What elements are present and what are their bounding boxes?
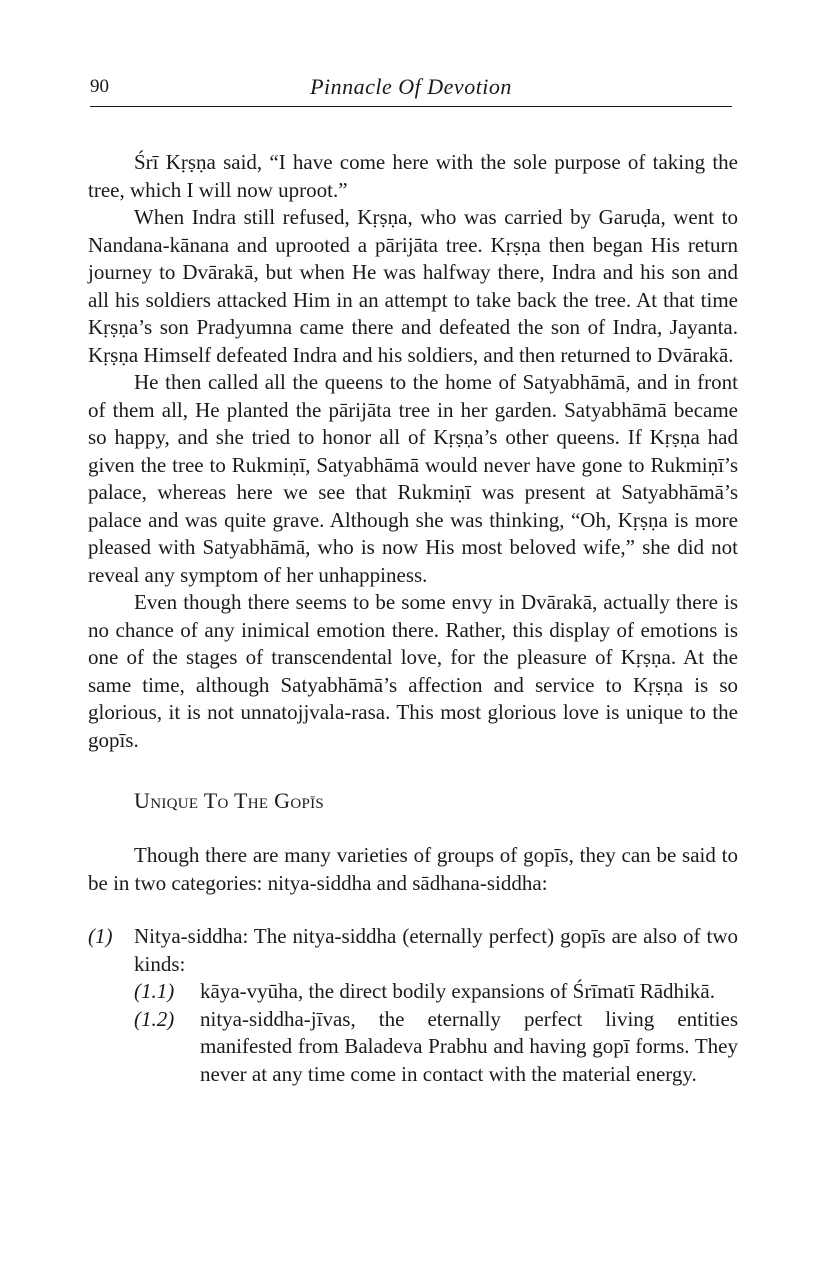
page-number: 90 xyxy=(90,76,109,97)
paragraph-4: Even though there seems to be some envy in Dvārakā, actually there is no chance of any inimical emotion there. Rather, this display of emotions is one of the stages of transcendental love, for the pleasure of Kṛṣṇa. At the same time, although Satyabhāmā’s affection and service to Kṛṣṇa is so glorious, it is not unnatojjvala-rasa. This most glorious love is unique to the gopīs. xyxy=(88,590,738,752)
sub-list-item xyxy=(134,978,738,1006)
sub-list-marker: (1.1) xyxy=(134,979,175,1003)
list-item xyxy=(88,923,738,978)
page-header xyxy=(90,72,732,107)
running-title: Pinnacle Of Devotion xyxy=(310,74,512,99)
sub-list-item-text: kāya-vyūha, the direct bodily expansions of Śrīmatī Rādhikā. xyxy=(200,979,715,1003)
section-heading: Unique To The Gopīs xyxy=(134,788,325,813)
list-item-text: Nitya-siddha: The nitya-siddha (eternally perfect) gopīs are also of two kinds: xyxy=(134,924,738,976)
sub-list-item xyxy=(134,1006,738,1089)
sub-list-marker: (1.2) xyxy=(134,1006,175,1031)
page-body xyxy=(88,149,738,1088)
list-marker: (1) xyxy=(88,924,113,948)
paragraph-1: Śrī Kṛṣṇa said, “I have come here with the sole purpose of taking the tree, which I will now uproot.” xyxy=(88,150,738,202)
section-intro: Though there are many varieties of groups of gopīs, they can be said to be in two categories: nitya-siddha and sādhana-siddha: xyxy=(88,843,738,895)
paragraph-3: He then called all the queens to the home of Satyabhāmā, and in front of them all, He planted the pārijāta tree in her garden. Satyabhāmā became so happy, and she tried to honor all of Kṛṣṇa’s other queens. If Kṛṣṇa had given the tree to Rukmiṇī, Satyabhāmā would never have gone to Rukmiṇī’s palace, whereas here we see that Rukmiṇī was present at Satyabhāmā’s palace and was quite grave. Although she was thinking, “Oh, Kṛṣṇa is more pleased with Satyabhāmā, who is now His most beloved wife,” she did not reveal any symptom of her unhappiness. xyxy=(88,370,738,587)
category-list xyxy=(88,923,738,1088)
paragraph-2: When Indra still refused, Kṛṣṇa, who was carried by Garuḍa, went to Nandana-kānana and uprooted a pārijāta tree. Kṛṣṇa then began His return journey to Dvārakā, but when He was halfway there, Indra and his son and all his soldiers attacked Him in an attempt to take back the tree. At that time Kṛṣṇa’s son Pradyumna came there and defeated the son of Indra, Jayanta. Kṛṣṇa Himself defeated Indra and his soldiers, and then returned to Dvārakā. xyxy=(88,205,738,367)
sub-list-item-text: nitya-siddha-jīvas, the eternally perfect living entities manifested from Baladeva Prabhu and having gopī forms. They never at any time come in contact with the material energy. xyxy=(200,1006,738,1086)
